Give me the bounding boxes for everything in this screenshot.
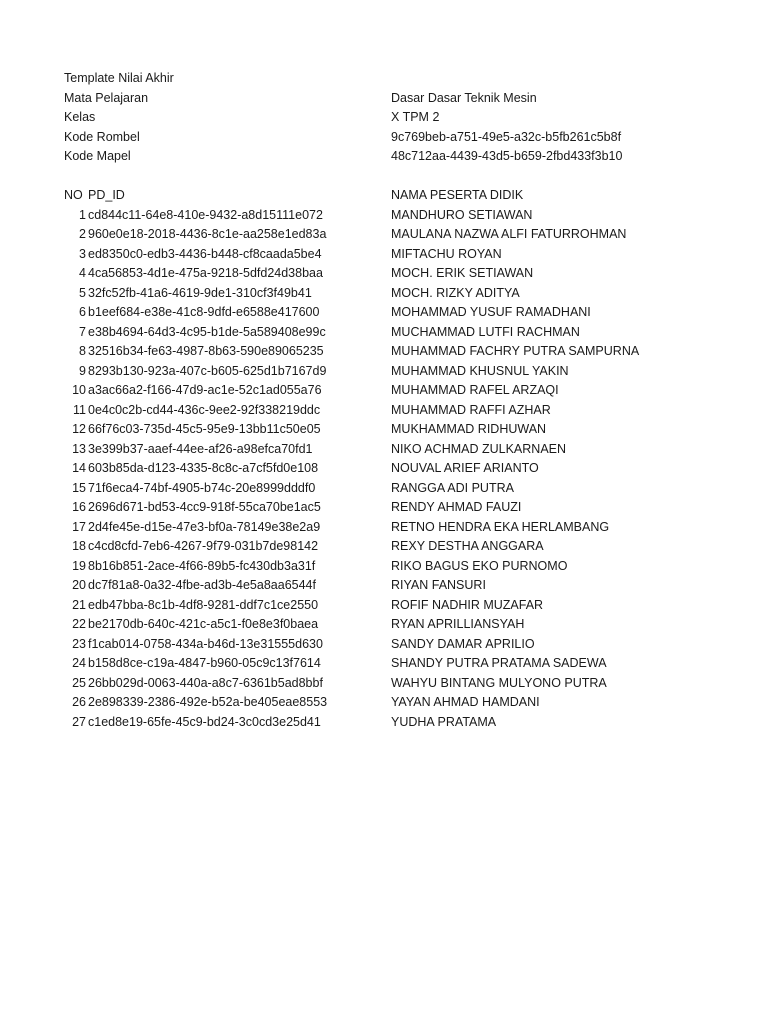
table-row xyxy=(0,654,768,674)
table-row xyxy=(0,245,768,265)
table-row xyxy=(0,557,768,577)
table-row xyxy=(0,362,768,382)
row-nama: RYAN APRILLIANSYAH xyxy=(391,617,525,631)
table-row xyxy=(0,576,768,596)
table-row xyxy=(0,303,768,323)
row-nama: RIKO BAGUS EKO PURNOMO xyxy=(391,558,568,573)
table-row xyxy=(0,518,768,538)
table-row xyxy=(0,537,768,557)
row-pd-id: 32516b34-fe63-4987-8b63-590e89065235 xyxy=(88,344,324,358)
row-nama: MOCH. ERIK SETIAWAN xyxy=(391,266,534,280)
row-number: 23 xyxy=(72,636,86,651)
row-pd-id: 32fc52fb-41a6-4619-9de1-310cf3f49b41 xyxy=(88,285,312,300)
row-number: 7 xyxy=(79,324,86,339)
table-row xyxy=(0,342,768,362)
row-pd-id: 4ca56853-4d1e-475a-9218-5dfd24d38baa xyxy=(88,266,323,280)
row-number: 15 xyxy=(72,480,86,495)
row-number: 1 xyxy=(79,207,86,222)
row-number: 4 xyxy=(79,266,86,280)
template-title-row xyxy=(0,69,768,89)
row-pd-id: 603b85da-d123-4335-8c8c-a7cf5fd0e108 xyxy=(88,461,319,475)
row-pd-id: 960e0e18-2018-4436-8c1e-aa258e1ed83a xyxy=(88,227,327,241)
table-row xyxy=(0,381,768,401)
row-nama: RIYAN FANSURI xyxy=(391,578,486,592)
table-row xyxy=(0,206,768,226)
table-row xyxy=(0,420,768,440)
row-pd-id: 66f76c03-735d-45c5-95e9-13bb11c50e05 xyxy=(88,422,321,436)
template-title: Template Nilai Akhir xyxy=(64,71,174,85)
field-row-kode-rombel xyxy=(0,128,768,148)
table-row xyxy=(0,440,768,460)
field-value: Dasar Dasar Teknik Mesin xyxy=(391,90,537,105)
field-value: 48c712aa-4439-43d5-b659-2fbd433f3b10 xyxy=(391,149,623,163)
field-label: Kelas xyxy=(64,110,96,124)
row-nama: MOHAMMAD YUSUF RAMADHANI xyxy=(391,305,591,319)
table-row xyxy=(0,596,768,616)
field-label: Mata Pelajaran xyxy=(64,90,149,105)
table-row xyxy=(0,674,768,694)
row-nama: MIFTACHU ROYAN xyxy=(391,246,502,261)
row-number: 10 xyxy=(72,383,86,397)
row-number: 24 xyxy=(72,656,86,670)
row-pd-id: 2e898339-2386-492e-b52a-be405eae8553 xyxy=(88,695,328,709)
row-number: 25 xyxy=(72,675,86,690)
row-pd-id: edb47bba-8c1b-4df8-9281-ddf7c1ce2550 xyxy=(88,597,319,612)
row-number: 27 xyxy=(72,714,86,729)
row-pd-id: c1ed8e19-65fe-45c9-bd24-3c0cd3e25d41 xyxy=(88,714,321,729)
row-nama: MANDHURO SETIAWAN xyxy=(391,207,533,222)
row-nama: MUHAMMAD RAFEL ARZAQI xyxy=(391,383,559,397)
row-number: 11 xyxy=(73,402,86,417)
field-value: X TPM 2 xyxy=(391,110,440,124)
row-pd-id: cd844c11-64e8-410e-9432-a8d15111e072 xyxy=(88,207,323,222)
row-nama: MUHAMMAD RAFFI AZHAR xyxy=(391,402,551,417)
row-nama: RANGGA ADI PUTRA xyxy=(391,480,514,495)
table-row xyxy=(0,635,768,655)
row-pd-id: 26bb029d-0063-440a-a8c7-6361b5ad8bbf xyxy=(88,675,323,690)
row-number: 17 xyxy=(72,519,86,534)
row-pd-id: ed8350c0-edb3-4436-b448-cf8caada5be4 xyxy=(88,246,322,261)
field-label: Kode Rombel xyxy=(64,129,140,144)
row-number: 3 xyxy=(79,246,86,261)
row-pd-id: b158d8ce-c19a-4847-b960-05c9c13f7614 xyxy=(88,656,321,670)
column-header-nama: NAMA PESERTA DIDIK xyxy=(391,188,524,202)
row-nama: MAULANA NAZWA ALFI FATURROHMAN xyxy=(391,227,627,241)
row-pd-id: a3ac66a2-f166-47d9-ac1e-52c1ad055a76 xyxy=(88,383,322,397)
row-nama: RENDY AHMAD FAUZI xyxy=(391,500,522,514)
row-nama: YUDHA PRATAMA xyxy=(391,714,497,729)
row-pd-id: 3e399b37-aaef-44ee-af26-a98efca70fd1 xyxy=(88,441,313,456)
row-number: 14 xyxy=(72,461,86,475)
column-header-pd-id: PD_ID xyxy=(88,188,125,202)
row-pd-id: 71f6eca4-74bf-4905-b74c-20e8999dddf0 xyxy=(88,480,316,495)
row-number: 20 xyxy=(72,578,86,592)
row-nama: YAYAN AHMAD HAMDANI xyxy=(391,695,540,709)
table-row xyxy=(0,459,768,479)
row-number: 16 xyxy=(72,500,86,514)
row-nama: ROFIF NADHIR MUZAFAR xyxy=(391,597,544,612)
row-pd-id: f1cab014-0758-434a-b46d-13e31555d630 xyxy=(88,636,323,651)
row-pd-id: 8293b130-923a-407c-b605-625d1b7167d9 xyxy=(88,363,327,378)
row-nama: WAHYU BINTANG MULYONO PUTRA xyxy=(391,675,607,690)
table-row xyxy=(0,713,768,733)
row-number: 18 xyxy=(72,539,86,553)
row-number: 6 xyxy=(79,305,86,319)
row-number: 19 xyxy=(72,558,86,573)
row-pd-id: e38b4694-64d3-4c95-b1de-5a589408e99c xyxy=(88,324,326,339)
row-nama: MUKHAMMAD RIDHUWAN xyxy=(391,422,547,436)
row-number: 2 xyxy=(79,227,86,241)
row-pd-id: 8b16b851-2ace-4f66-89b5-fc430db3a31f xyxy=(88,558,316,573)
row-number: 21 xyxy=(72,597,86,612)
row-nama: SANDY DAMAR APRILIO xyxy=(391,636,535,651)
row-number: 8 xyxy=(79,344,86,358)
row-number: 22 xyxy=(72,617,86,631)
row-number: 9 xyxy=(79,363,86,378)
row-pd-id: b1eef684-e38e-41c8-9dfd-e6588e417600 xyxy=(88,305,320,319)
field-row-mata-pelajaran xyxy=(0,89,768,109)
field-row-kode-mapel xyxy=(0,147,768,167)
table-row xyxy=(0,323,768,343)
row-nama: REXY DESTHA ANGGARA xyxy=(391,539,544,553)
field-label: Kode Mapel xyxy=(64,149,131,163)
field-row-kelas xyxy=(0,108,768,128)
table-row xyxy=(0,401,768,421)
column-header-no: NO xyxy=(64,188,83,202)
row-pd-id: 2696d671-bd53-4cc9-918f-55ca70be1ac5 xyxy=(88,500,321,514)
field-value: 9c769beb-a751-49e5-a32c-b5fb261c5b8f xyxy=(391,129,622,144)
row-pd-id: be2170db-640c-421c-a5c1-f0e8e3f0baea xyxy=(88,617,319,631)
row-number: 5 xyxy=(79,285,86,300)
row-nama: MUCHAMMAD LUTFI RACHMAN xyxy=(391,324,580,339)
table-row xyxy=(0,284,768,304)
row-nama: NOUVAL ARIEF ARIANTO xyxy=(391,461,539,475)
table-row xyxy=(0,264,768,284)
table-row xyxy=(0,479,768,499)
row-number: 12 xyxy=(72,422,86,436)
row-number: 13 xyxy=(72,441,86,456)
row-nama: RETNO HENDRA EKA HERLAMBANG xyxy=(391,519,610,534)
row-pd-id: 0e4c0c2b-cd44-436c-9ee2-92f338219ddc xyxy=(88,402,321,417)
row-nama: NIKO ACHMAD ZULKARNAEN xyxy=(391,441,567,456)
row-pd-id: 2d4fe45e-d15e-47e3-bf0a-78149e38e2a9 xyxy=(88,519,321,534)
row-nama: MUHAMMAD KHUSNUL YAKIN xyxy=(391,363,569,378)
table-row xyxy=(0,693,768,713)
row-nama: MUHAMMAD FACHRY PUTRA SAMPURNA xyxy=(391,344,640,358)
row-pd-id: c4cd8cfd-7eb6-4267-9f79-031b7de98142 xyxy=(88,539,319,553)
table-row xyxy=(0,615,768,635)
row-nama: SHANDY PUTRA PRATAMA SADEWA xyxy=(391,656,607,670)
row-pd-id: dc7f81a8-0a32-4fbe-ad3b-4e5a8aa6544f xyxy=(88,578,316,592)
table-header-row xyxy=(0,186,768,206)
table-row xyxy=(0,225,768,245)
row-number: 26 xyxy=(72,695,86,709)
row-nama: MOCH. RIZKY ADITYA xyxy=(391,285,520,300)
table-row xyxy=(0,498,768,518)
